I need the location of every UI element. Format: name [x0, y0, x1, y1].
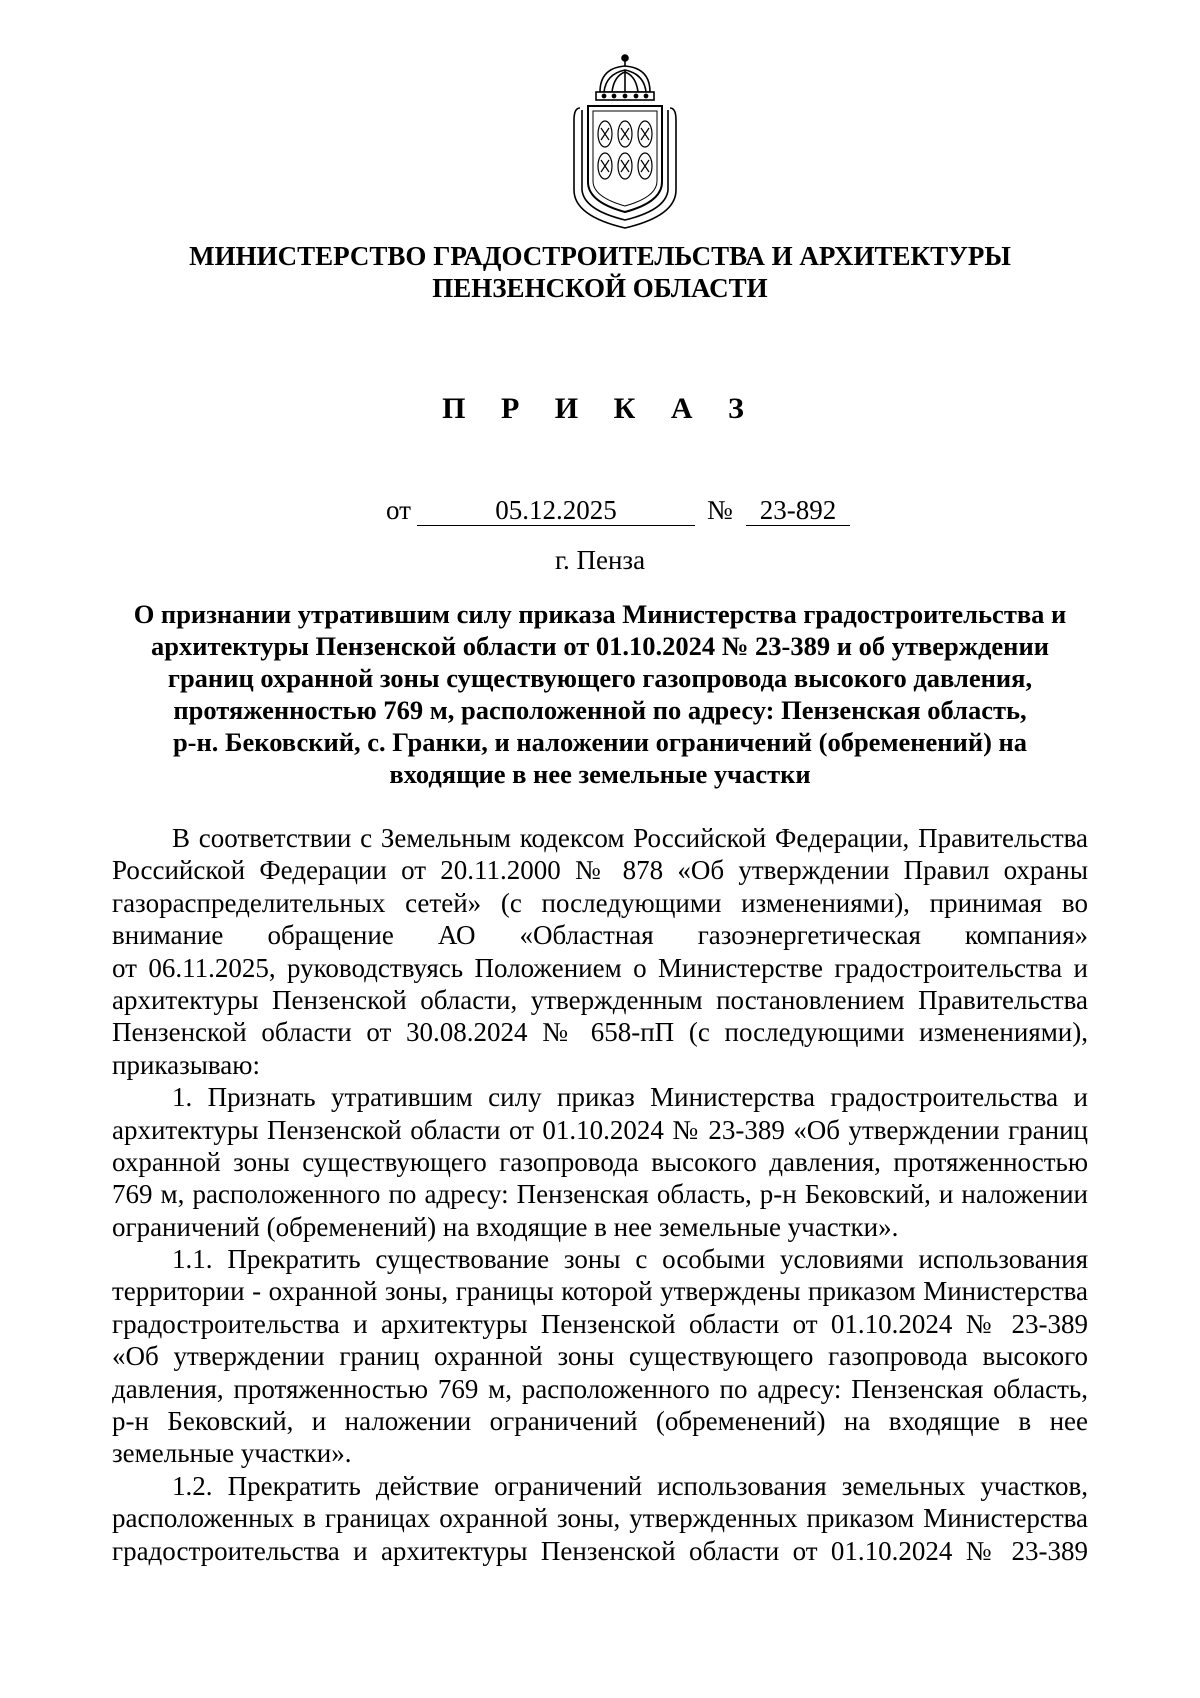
text-line: давления, протяженностью 769 м, расположенного по адресу: Пензенская область,: [112, 1373, 1088, 1404]
document-type-title: П Р И К А З: [442, 392, 758, 425]
text-line: расположенных в границах охранной зоны, утвержденных приказом Министерства: [112, 1503, 1088, 1534]
text-line: архитектуры Пензенской области от 01.10.2024 № 23-389 «Об утверждении границ: [112, 1114, 1088, 1145]
ministry-name: [100, 240, 1100, 304]
clause-1: [112, 1081, 1088, 1243]
subject-line: архитектуры Пензенской области от 01.10.2024 № 23-389 и об утверждении: [151, 631, 1049, 661]
text-line: газораспределительных сетей» (с последующими изменениями), принимая во: [112, 887, 1088, 918]
text-line: градостроительства и архитектуры Пензенской области от 01.10.2024 № 23-389: [112, 1535, 1088, 1566]
order-body: [112, 822, 1088, 1567]
text-line: архитектуры Пензенской области, утвержденным постановлением Правительства: [112, 984, 1088, 1015]
penza-region-coat-of-arms: [560, 50, 690, 230]
subject-line: р-н. Бековский, с. Гранки, и наложении ограничений (обременений) на: [172, 727, 1028, 757]
order-number: 23-892: [746, 495, 850, 526]
text-line: В соответствии с Земельным кодексом Российской Федерации, Правительства: [172, 823, 1088, 853]
text-line: охранной зоны существующего газопровода высокого давления, протяженностью: [112, 1146, 1088, 1177]
text-line: Российской Федерации от 20.11.2000 № 878 «Об утверждении Правил охраны: [112, 855, 1088, 886]
text-line: приказываю:: [112, 1049, 260, 1080]
ministry-name-line-1: МИНИСТЕРСТВО ГРАДОСТРОИТЕЛЬСТВА И АРХИТЕКТУРЫ: [189, 241, 1011, 271]
subject-line: О признании утратившим силу приказа Министерства градостроительства и: [133, 599, 1067, 629]
text-line: земельные участки».: [112, 1438, 352, 1469]
number-label: №: [707, 495, 733, 525]
subject-line: протяженностью 769 м, расположенной по адресу: Пензенская область,: [173, 695, 1027, 725]
text-line: ограничений (обременений) на входящие в нее земельные участки».: [112, 1211, 899, 1242]
clause-1-2: [112, 1470, 1088, 1567]
preamble-paragraph: [112, 822, 1088, 1081]
text-line: Пензенской области от 30.08.2024 № 658-пП (с последующими изменениями),: [112, 1017, 1088, 1048]
text-line: внимание обращение АО «Областная газоэнергетическая компания»: [112, 920, 1088, 951]
text-line: территории - охранной зоны, границы которой утверждены приказом Министерства: [112, 1276, 1088, 1307]
text-line: 769 м, расположенного по адресу: Пензенская область, р-н Бековский, и наложении: [112, 1179, 1088, 1210]
dateline: [0, 495, 1200, 531]
date-from-label: от: [386, 495, 411, 525]
city-of-issue: г. Пенза: [554, 545, 646, 575]
ministry-name-line-2: ПЕНЗЕНСКОЙ ОБЛАСТИ: [432, 273, 768, 303]
order-subject: [100, 598, 1100, 790]
text-line: 1.2. Прекратить действие ограничений использования земельных участков,: [172, 1470, 1088, 1501]
order-date: 05.12.2025: [417, 495, 695, 526]
subject-line: границ охранной зоны существующего газопровода высокого давления,: [167, 663, 1033, 693]
text-line: градостроительства и архитектуры Пензенской области от 01.10.2024 № 23-389: [112, 1308, 1088, 1339]
subject-line: входящие в нее земельные участки: [389, 759, 811, 789]
text-line: от 06.11.2025, руководствуясь Положением о Министерстве градостроительства и: [112, 952, 1088, 983]
clause-1-1: [112, 1243, 1088, 1470]
text-line: 1.1. Прекратить существование зоны с особыми условиями использования: [172, 1244, 1088, 1275]
text-line: р-н Бековский, и наложении ограничений (обременений) на входящие в нее: [112, 1406, 1088, 1437]
text-line: 1. Признать утратившим силу приказ Министерства градостроительства и: [172, 1082, 1088, 1113]
text-line: «Об утверждении границ охранной зоны существующего газопровода высокого: [112, 1341, 1088, 1372]
